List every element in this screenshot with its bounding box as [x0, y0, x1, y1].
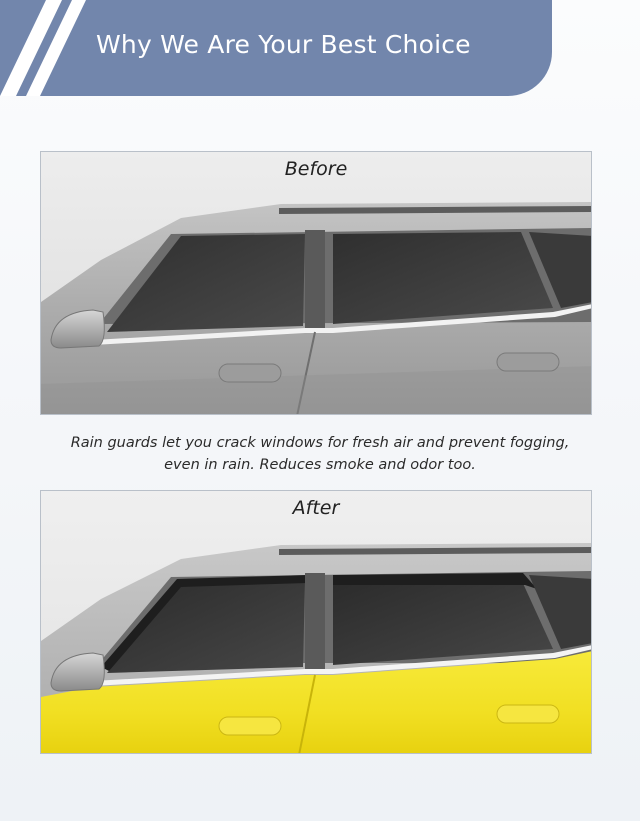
before-image-panel [40, 151, 592, 415]
after-image-panel [40, 490, 592, 754]
before-label: Before [284, 158, 348, 180]
after-label: After [292, 497, 340, 519]
caption-line-1: Rain guards let you crack windows for fresh air and prevent fogging, [70, 435, 570, 451]
car-side-after-illustration [41, 491, 592, 754]
car-side-before-illustration [41, 152, 592, 415]
caption-line-2: even in rain. Reduces smoke and odor too. [164, 457, 476, 473]
caption-text [20, 432, 620, 476]
header-banner [0, 0, 552, 96]
page-title: Why We Are Your Best Choice [96, 30, 471, 59]
decorative-stripes-icon [0, 0, 110, 96]
